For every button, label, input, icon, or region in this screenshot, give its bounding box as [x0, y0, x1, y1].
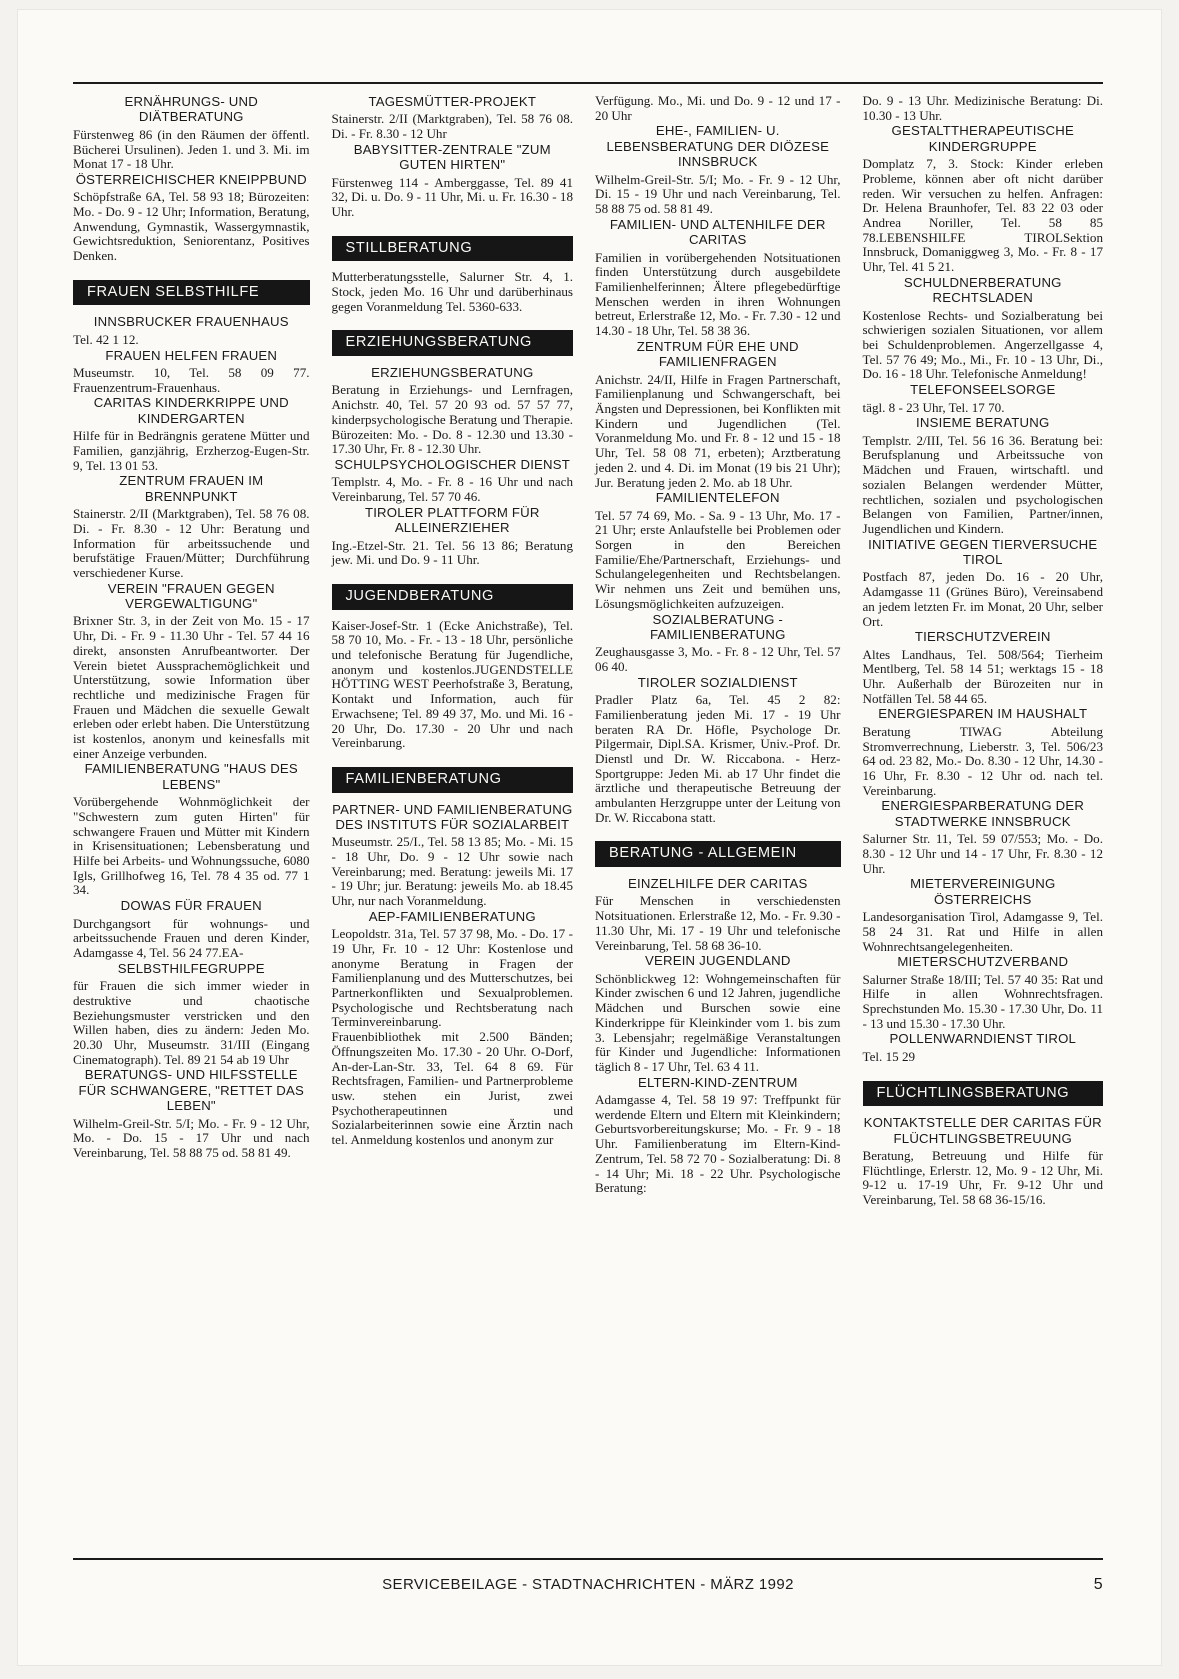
entry-heading: TIROLER SOZIALDIENST [637, 674, 798, 690]
entry-text: Beratung, Betreuung und Hilfe für Flüchtlinge, Erlerstr. 12, Mo. 9 - 12 Uhr, Mi. 9-12 u. 17-19 Uhr, Fr. 9-12 Uhr und Vereinbarung, Tel. 58 68 36-15/16. [862, 1147, 1103, 1208]
entry-text: Brixner Str. 3, in der Zeit von Mo. 15 - 17 Uhr, Di. - Fr. 9 - 11.30 Uhr - Tel. 57 44 16 direkt, ansonsten Anrufbeantworter. Der Verein bietet Aussprachemöglichkeit und Unterstützung, sowie Information über rechtliche und medizinische Fragen für Frauen und Mädchen die sexuelle Gewalt erleben oder erlebt haben. Die Unterstützung ist kostenlos, anonym und keinesfalls mit einer Anzeige verbunden. [73, 613, 310, 761]
column-3 [595, 94, 840, 1544]
entry-heading: SCHULPSYCHOLOGISCHER DIENST [334, 456, 571, 472]
entry-heading: INNSBRUCKER FRAUENHAUS [93, 314, 289, 330]
entry-text: Stainerstr. 2/II (Marktgraben), Tel. 58 76 08. Di. - Fr. 8.30 - 12 Uhr: Beratung und Information für arbeitssuchende und berufstätige Frauen/Mütter; Durchführung verschiedener Kurse. [73, 506, 310, 580]
article-columns [73, 94, 1103, 1544]
entry-text: Durchgangsort für wohnungs- und arbeitssuchende Frauen und deren Kinder, Adamgasse 4, Tel. 56 24 77.EA- [73, 915, 310, 960]
entry-text: Zeughausgasse 3, Mo. - Fr. 8 - 12 Uhr, Tel. 57 06 40. [595, 644, 841, 675]
entry-text: Mutterberatungsstelle, Salurner Str. 4, 1. Stock, jeden Mo. 16 Uhr und darüberhinaus gegen Voranmeldung Tel. 5360-633. [331, 269, 574, 314]
section-bar: STILLBERATUNG [332, 236, 574, 262]
entry-heading: AEP-FAMILIENBERATUNG [368, 908, 536, 924]
entry-text: für Frauen die sich immer wieder in destruktive und chaotische Beziehungsmuster verstricken und den Willen haben, dies zu ändern: Jeden Mo. 20.30 Uhr, Museumstr. 31/III (Eingang Cinematograph). Tel. 89 21 54 ab 19 Uhr [73, 978, 310, 1067]
entry-text: Tel. 57 74 69, Mo. - Sa. 9 - 13 Uhr, Mo. 17 - 21 Uhr; erste Anlaufstelle bei Problemen oder Sorgen in den Bereichen Familie/Ehe/Partnerschaft, Erziehungs- und Schulangelegenheiten und Rechtsbelangen. Wir nehmen uns Zeit und bemühen uns, Lösungsmöglichkeiten aufzuzeigen. [595, 507, 841, 611]
entry-text: tägl. 8 - 23 Uhr, Tel. 17 70. [862, 399, 1005, 415]
entry-text: Postfach 87, jeden Do. 16 - 20 Uhr, Adamgasse 11 (Grünes Büro), Vereinsabend an jedem letzten Fr. im Monat, 20 Uhr, selber Ort. [862, 569, 1103, 629]
entry-heading: ERZIEHUNGSBERATUNG [371, 365, 534, 381]
entry-heading: ENERGIESPAREN IM HAUSHALT [878, 706, 1088, 722]
entry-heading: ZENTRUM FRAUEN IM BRENNPUNKT [119, 473, 264, 504]
section-bar: FLÜCHTLINGSBERATUNG [863, 1081, 1104, 1107]
entry-heading: TAGESMÜTTER-PROJEKT [368, 94, 537, 109]
entry-heading: FAMILIENTELEFON [655, 490, 780, 506]
entry-text: Templstr. 4, Mo. - Fr. 8 - 16 Uhr und nach Vereinbarung, Tel. 57 70 46. [331, 474, 574, 505]
entry-heading: TIROLER PLATTFORM FÜR ALLEINERZIEHER [364, 504, 540, 536]
entry-text: Tel. 15 29 [862, 1048, 916, 1064]
entry-text: Ing.-Etzel-Str. 21. Tel. 56 13 86; Beratung jew. Mi. und Do. 9 - 11 Uhr. [331, 537, 574, 568]
entry-heading: DOWAS FÜR FRAUEN [120, 898, 262, 914]
section-bar: ERZIEHUNGSBERATUNG [332, 330, 574, 356]
entry-heading: MIETERVEREINIGUNG ÖSTERREICHS [910, 876, 1056, 907]
entry-text: Für Menschen in verschiedensten Notsituationen. Erlerstraße 12, Mo. - Fr. 9.30 - 11.30 Uhr, Mi. 17 - 19 Uhr und telefonische Vereinbarung, Tel. 58 68 36-10. [595, 893, 841, 953]
entry-heading: TELEFONSEELSORGE [910, 382, 1056, 398]
entry-heading: FAMILIEN- UND ALTENHILFE DER CARITAS [609, 216, 826, 248]
entry-text: Do. 9 - 13 Uhr. Medizinische Beratung: Di. 10.30 - 13 Uhr. [862, 93, 1103, 123]
entry-text: Wilhelm-Greil-Str. 5/I; Mo. - Fr. 9 - 12 Uhr, Di. 15 - 19 Uhr und nach Vereinbarung, Tel. 58 88 75 od. 58 81 49. [595, 171, 841, 217]
entry-heading: ZENTRUM FÜR EHE UND FAMILIENFRAGEN [636, 338, 799, 370]
entry-heading: BABYSITTER-ZENTRALE "ZUM GUTEN HIRTEN" [353, 141, 551, 173]
entry-text: Adamgasse 4, Tel. 58 19 97: Treffpunkt für werdende Eltern und Eltern mit Kleinkindern; Geburtsvorbereitungskurse; Mo. - Fr. 9 - 18 Uhr. Familienberatung im Eltern-Kind-Zentrum, Tel. 58 72 70 - Sozialberatung: Di. 8 - 14 Uhr; Mi. 18 - 22 Uhr. Psychologische Beratung: [595, 1092, 841, 1196]
entry-heading: ELTERN-KIND-ZENTRUM [637, 1074, 798, 1090]
entry-text: Vorübergehende Wohnmöglichkeit der "Schwestern zum guten Hirten" für schwangere Frauen und Mütter mit Kindern in Krisensituationen; Lebensberatung und Hilfe bei Arbeits- und Wohnungssuche, 6080 Igls, Grillhofweg 16, Tel. 78 4 35 od. 77 1 34. [73, 794, 310, 898]
entry-heading: FAMILIENBERATUNG "HAUS DES LEBENS" [84, 761, 298, 792]
section-bar: FAMILIENBERATUNG [332, 767, 574, 793]
entry-text: Hilfe für in Bedrängnis geratene Mütter und Familien, ganzjährig, Erzherzog-Eugen-Str. 9, Tel. 13 01 53. [73, 428, 310, 473]
entry-heading: SELBSTHILFEGRUPPE [117, 960, 265, 976]
bottom-rule [73, 1558, 1103, 1560]
entry-heading: CARITAS KINDERKRIPPE UND KINDERGARTEN [93, 395, 289, 426]
entry-heading: SCHULDNERBERATUNG RECHTSLADEN [903, 274, 1062, 306]
entry-heading: ÖSTERREICHISCHER KNEIPPBUND [75, 171, 307, 187]
document-sheet [18, 10, 1161, 1665]
entry-heading: EHE-, FAMILIEN- U. LEBENSBERATUNG DER DIÖZESE INNSBRUCK [606, 123, 830, 170]
entry-heading: POLLENWARNDIENST TIROL [889, 1031, 1077, 1047]
entry-text: Kaiser-Josef-Str. 1 (Ecke Anichstraße), Tel. 58 70 10, Mo. - Fr. - 13 - 18 Uhr, persönliche und telefonische Beratung für Jugendliche, anonym und kostenlos.JUGENDSTELLE HÖTTING WEST Peerhofstraße 3, Beratung, Kontakt und Information, auch für Erwachsene; Tel. 89 49 37, Mo. und Mi. 16 - 20 Uhr, Do. 17.30 - 20 Uhr und nach Vereinbarung. [331, 617, 574, 751]
entry-text: Kostenlose Rechts- und Sozialberatung bei schwierigen sozialen Situationen, vor allem bei Schuldenproblemen. Angerzellgasse 4, Tel. 57 76 49; Mo., Mi., Fr. 10 - 13 Uhr, Di., Do. 16 - 18 Uhr. Telefonische Anmeldung! [862, 307, 1103, 382]
entry-text: Wilhelm-Greil-Str. 5/I; Mo. - Fr. 9 - 12 Uhr, Mo. - Do. 15 - 17 Uhr und nach Vereinbarung, Tel. 58 88 75 od. 58 81 49. [73, 1115, 310, 1160]
entry-text: Schönblickweg 12: Wohngemeinschaften für Kinder zwischen 6 und 12 Jahren, jugendliche Mädchen und Burschen sowie eine Kinderkrippe für Kleinkinder vom 1. bis zum 3. Lebensjahr; regelmäßige Veranstaltungen für Kinder und Jugendliche: Informationen täglich 8 - 17 Uhr, Tel. 63 4 11. [595, 970, 841, 1074]
entry-text: Beratung in Erziehungs- und Lernfragen, Anichstr. 40, Tel. 57 20 93 od. 57 57 77, kinderpsychologische Beratung und Therapie. Bürozeiten: Mo. - Do. 8 - 12.30 und 13.30 - 17.30 Uhr, Fr. 8 - 12.30 Uhr. [331, 382, 574, 457]
column-1 [73, 94, 310, 1544]
entry-text: Verfügung. Mo., Mi. und Do. 9 - 12 und 17 - 20 Uhr [595, 93, 841, 123]
entry-text: Museumstr. 25/I., Tel. 58 13 85; Mo. - Mi. 15 - 18 Uhr, Do. 9 - 12 Uhr sowie nach Vereinbarung; med. Beratung: jeweils Mi. 17 - 19 Uhr; jur. Beratung: jeweils Mo. ab 18.45 Uhr, nur nach Voranmeldung. [331, 834, 574, 909]
entry-heading: INITIATIVE GEGEN TIERVERSUCHE TIROL [868, 536, 1098, 568]
section-bar: FRAUEN SELBSTHILFE [73, 280, 310, 306]
entry-text: Leopoldstr. 31a, Tel. 57 37 98, Mo. - Do. 17 - 19 Uhr, Fr. 10 - 12 Uhr: Kostenlose und anonyme Beratung in Fragen der Familienplanung und des Mutterschutzes, bei Partnerkonflikten und Sexualproblemen. Psychologische und Rechtsberatung nach Terminvereinbarung. [331, 926, 574, 1030]
entry-heading: ERNÄHRUNGS- UND DIÄTBERATUNG [124, 94, 258, 125]
section-bar: JUGENDBERATUNG [332, 584, 574, 610]
column-4 [863, 94, 1104, 1544]
entry-text: Templstr. 2/III, Tel. 56 16 36. Beratung bei: Berufsplanung und Arbeitssuche von Mädchen und Frauen, wirtschaftl. und sozialen Belangen werdender Mütter, rechtlichen, sozialen und psychologischen Belangen von Familien, Partner/innen, Jugendlichen und Kindern. [862, 432, 1103, 536]
entry-text: Schöpfstraße 6A, Tel. 58 93 18; Bürozeiten: Mo. - Do. 9 - 12 Uhr; Information, Beratung, Anwendung, Gymnastik, Wassergymnastik, Gewichtsreduktion, Seniorentanz, Positives Denken. [73, 189, 310, 264]
entry-heading: INSIEME BERATUNG [916, 415, 1050, 431]
entry-text: Beratung TIWAG Abteilung Stromverrechnung, Lieberstr. 3, Tel. 506/23 64 od. 23 82, Mo.- Do. 8.30 - 12 Uhr, 14.30 - 16 Uhr, Fr. 8.30 - 12 Uhr od. nach tel. Vereinbarung. [862, 723, 1103, 798]
page-number: 5 [1093, 1576, 1103, 1593]
entry-heading: GESTALTTHERAPEUTISCHE KINDERGRUPPE [891, 123, 1074, 154]
entry-heading: SOZIALBERATUNG - FAMILIENBERATUNG [649, 611, 786, 642]
entry-text: Tel. 42 1 12. [73, 331, 139, 347]
entry-heading: KONTAKTSTELLE DER CARITAS FÜR FLÜCHTLINGSBETREUUNG [863, 1115, 1102, 1146]
entry-heading: VEREIN "FRAUEN GEGEN VERGEWALTIGUNG" [107, 580, 275, 612]
entry-heading: ENERGIESPARBERATUNG DER STADTWERKE INNSBRUCK [881, 798, 1085, 829]
entry-text: Frauenbibliothek mit 2.500 Bänden; Öffnungszeiten Mo. 17.30 - 20 Uhr. O-Dorf, An-der-Lan-Str. 33, Tel. 64 8 69. Für Rechtsfragen, Familien- und Partnerprobleme usw. stehen ein Jurist, zwei Psychotherapeutinnen und Sozialarbeiterinnen sowie eine Ärztin nach tel. Anmeldung kostenlos und anonym zur [331, 1029, 574, 1148]
entry-text: Salurner Straße 18/III; Tel. 57 40 35: Rat und Hilfe in allen Wohnrechtsfragen. Sprechstunden Mo. 15.30 - 17.30 Uhr, Do. 11 - 13 und 15.30 - 17.30 Uhr. [862, 971, 1103, 1031]
column-2 [332, 94, 574, 1544]
section-bar: BERATUNG - ALLGEMEIN [595, 841, 840, 867]
entry-text: Altes Landhaus, Tel. 508/564; Tierheim Mentlberg, Tel. 58 14 51; werktags 15 - 18 Uhr. Außerhalb der Bürozeiten nur in Notfällen Tel. 58 44 65. [862, 646, 1103, 706]
entry-heading: VEREIN JUGENDLAND [644, 953, 791, 969]
entry-heading: PARTNER- UND FAMILIENBERATUNG DES INSTITUTS FÜR SOZIALARBEIT [332, 801, 573, 832]
entry-text: Fürstenweg 86 (in den Räumen der öffentl. Bücherei Ursulinen). Jeden 1. und 3. Mi. im Monat 17 - 18 Uhr. [73, 126, 310, 172]
entry-text: Domplatz 7, 3. Stock: Kinder erleben Probleme, können aber oft nicht darüber reden. Wir versuchen zu helfen. Anfragen: Dr. Helena Braunhofer, Tel. 83 22 03 oder Andrea Noriller, Tel. 58 85 78.LEBENSHILFE TIROLSektion Innsbruck, Domaniggweg 3, Mo. - Fr. 8 - 17 Uhr, Tel. 41 5 21. [862, 156, 1103, 275]
entry-text: Stainerstr. 2/II (Marktgraben), Tel. 58 76 08. Di. - Fr. 8.30 - 12 Uhr [331, 111, 574, 142]
entry-text: Pradler Platz 6a, Tel. 45 2 82: Familienberatung jeden Mi. 17 - 19 Uhr beraten RA Dr. Höfle, Psychologe Dr. Pilgermair, Dipl.SA. Krismer, Univ.-Prof. Dr. Dienstl und Dr. W. Riccabona. - Herz-Sportgruppe: Jeden Mi. ab 17 Uhr findet die ärztliche und therapeutische Betreuung der ambulanten Herzgruppe unter der Leitung von Dr. W. Riccabona statt. [595, 692, 841, 825]
top-rule [73, 82, 1103, 84]
entry-text: Museumstr. 10, Tel. 58 09 77. Frauenzentrum-Frauenhaus. [73, 364, 310, 395]
entry-text: Landesorganisation Tirol, Adamgasse 9, Tel. 58 24 31. Rat und Hilfe in allen Wohnrechtsangelegenheiten. [862, 909, 1103, 954]
entry-text: Familien in vorübergehenden Notsituationen finden Unterstützung durch ausgebildete Familienhelferinnen; Ältere pflegebedürftige Menschen werden in ihren Wohnungen betreut, Erlerstraße 12, Mo. - Fr. 7.30 - 12 und 14.30 - 18 Uhr, Tel. 58 38 36. [595, 249, 841, 339]
entry-heading: EINZELHILFE DER CARITAS [628, 876, 808, 892]
entry-text: Salurner Str. 11, Tel. 59 07/553; Mo. - Do. 8.30 - 12 Uhr und 14 - 17 Uhr, Fr. 8.30 - 12 Uhr. [862, 831, 1103, 876]
entry-text: Fürstenweg 114 - Amberggasse, Tel. 89 41 32, Di. u. Do. 9 - 11 Uhr, Mi. u. Fr. 16.30 - 18 Uhr. [331, 174, 574, 220]
entry-text: Anichstr. 24/II, Hilfe in Fragen Partnerschaft, Familienplanung und Schwangerschaft, bei Ängsten und Depressionen, bei Konflikten mit Kindern und Jugendlichen (Tel. Voranmeldung Mo. und Fr. 8 - 12 und 15 - 18 Uhr, Tel. 58 08 71, erbeten); Arztberatung jeden 2. und 4. Di. im Monat (19 bis 21 Uhr); Jur. Beratung jeden 2. Mo. ab 18 Uhr. [595, 371, 841, 490]
entry-heading: TIERSCHUTZVEREIN [914, 629, 1051, 645]
footer-title: SERVICEBEILAGE - STADTNACHRICHTEN - MÄRZ 1992 [382, 1576, 794, 1593]
entry-heading: BERATUNGS- UND HILFSSTELLE FÜR SCHWANGERE, "RETTET DAS LEBEN" [78, 1067, 305, 1114]
entry-heading: MIETERSCHUTZVERBAND [897, 954, 1069, 970]
entry-heading: FRAUEN HELFEN FRAUEN [105, 347, 278, 363]
